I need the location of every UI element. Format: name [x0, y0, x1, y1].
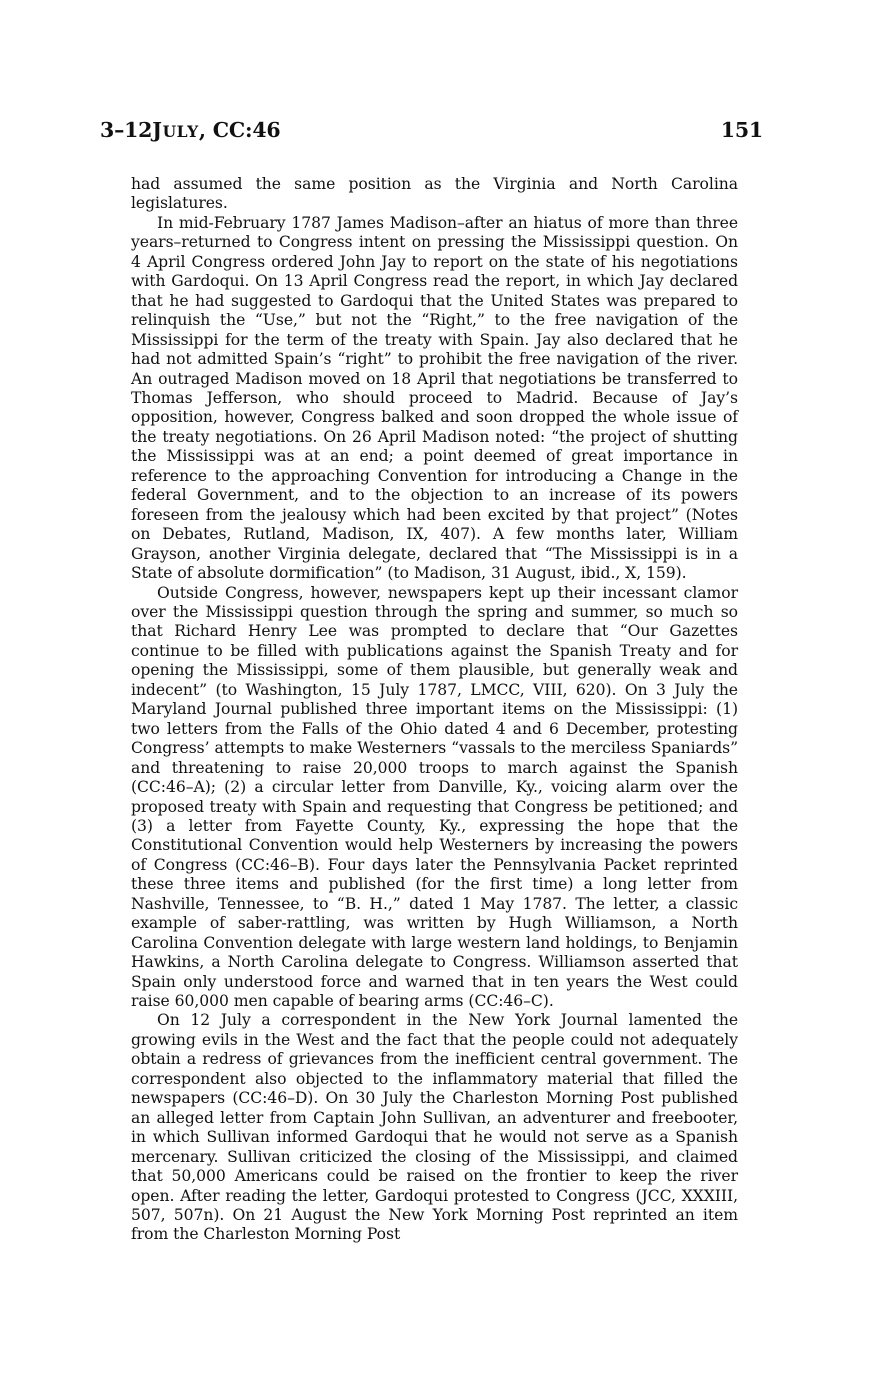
paragraph: In mid-February 1787 James Madison–after an hiatus of more than three years–returned to Congress intent on pressing the Mississippi question. On 4 April Congress ordered John Jay to report on the state of his negotiations with Gardoqui. On 13 April Congress read the report, in which Jay declared that he had suggested to Gardoqui that the United States was prepared to relinquish the “Use,” but not the “Right,” to the free navigation of the Mississippi for the term of the treaty with Spain. Jay also declared that he had not admitted Spain’s “right” to prohibit the free navigation of the river. An outraged Madison moved on 18 April that negotiations be transferred to Thomas Jefferson, who should proceed to Madrid. Because of Jay’s opposition, however, Congress balked and soon dropped the whole issue of the treaty negotiations. On 26 April Madison noted: “the project of shutting the Mississippi was at an end; a point deemed of great importance in reference to the approaching Convention for introducing a Change in the federal Government, and to the objection to an increase of its powers foreseen from the jealousy which had been excited by that project” (Notes on Debates, Rutland, Madison, IX, 407). A few months later, William Grayson, another Virginia delegate, declared that “The Mississippi is in a State of absolute dormification” (to Madison, 31 August, ibid., X, 159).	[131, 213, 738, 583]
body-text	[131, 175, 738, 1245]
page-number: 151	[720, 118, 763, 142]
date-prefix: 3–12	[100, 118, 153, 142]
month-label: JULY	[152, 118, 199, 142]
document-reference: , CC:46	[198, 118, 281, 142]
running-head-date	[100, 118, 280, 142]
paragraph: had assumed the same position as the Virginia and North Carolina legislatures.	[131, 175, 738, 213]
paragraph: On 12 July a correspondent in the New York Journal lamented the growing evils in the West and the fact that the people could not adequately obtain a redress of grievances from the inefficient central government. The correspondent also objected to the inflammatory material that filled the newspapers (CC:46–D). On 30 July the Charleston Morning Post published an alleged letter from Captain John Sullivan, an adventurer and freebooter, in which Sullivan informed Gardoqui that he would not serve as a Spanish mercenary. Sullivan criticized the closing of the Mississippi, and claimed that 50,000 Americans could be raised on the frontier to keep the river open. After reading the letter, Gardoqui protested to Congress (JCC, XXXIII, 507, 507n). On 21 August the New York Morning Post reprinted an item from the Charleston Morning Post	[131, 1011, 738, 1244]
paragraph: Outside Congress, however, newspapers kept up their incessant clamor over the Mississippi question through the spring and summer, so much so that Richard Henry Lee was prompted to declare that “Our Gazettes continue to be filled with publications against the Spanish Treaty and for opening the Mississippi, some of them plausible, but generally weak and indecent” (to Washington, 15 July 1787, LMCC, VIII, 620). On 3 July the Maryland Journal published three important items on the Mississippi: (1) two letters from the Falls of the Ohio dated 4 and 6 December, protesting Congress’ attempts to make Westerners “vassals to the merciless Spaniards” and threatening to raise 20,000 troops to march against the Spanish (CC:46–A); (2) a circular letter from Danville, Ky., voicing alarm over the proposed treaty with Spain and requesting that Congress be petitioned; and (3) a letter from Fayette County, Ky., expressing the hope that the Constitutional Convention would help Westerners by increasing the powers of Congress (CC:46–B). Four days later the Pennsylvania Packet reprinted these three items and published (for the first time) a long letter from Nashville, Tennessee, to “B. H.,” dated 1 May 1787. The letter, a classic example of saber-rattling, was written by Hugh Williamson, a North Carolina Convention delegate with large western land holdings, to Benjamin Hawkins, a North Carolina delegate to Congress. Williamson asserted that Spain only understood force and warned that in ten years the West could raise 60,000 men capable of bearing arms (CC:46–C).	[131, 583, 738, 1011]
